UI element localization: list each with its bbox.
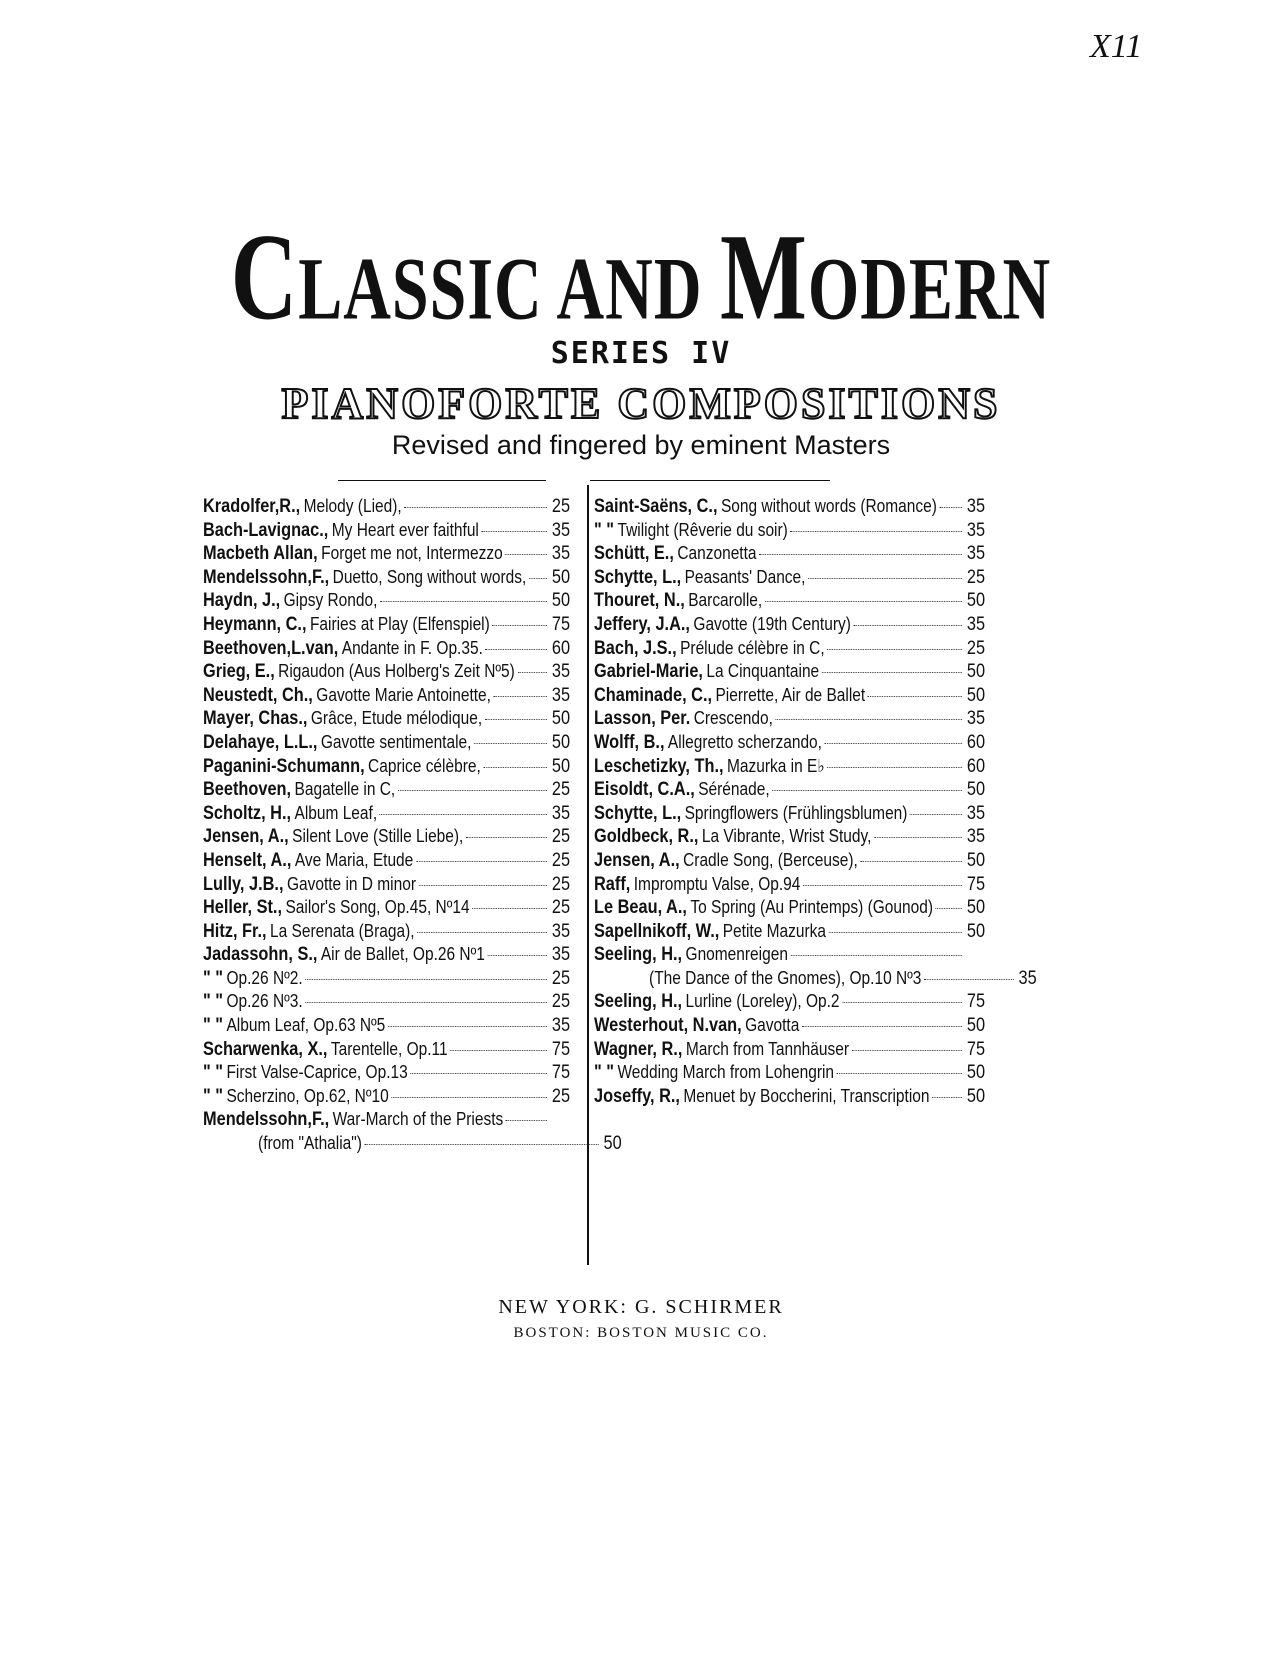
dot-leader: [936, 908, 962, 909]
handwritten-mark: X11: [1090, 28, 1143, 65]
entry-author: Heller, St.,: [203, 897, 283, 919]
entry-work: Rigaudon (Aus Holberg's Zeit Nº5): [278, 661, 515, 682]
entry-work: Gavotta: [745, 1015, 800, 1036]
entry-author: Lasson, Per.: [594, 708, 691, 730]
entry-price: 75: [551, 1062, 571, 1084]
entry-author: Seeling, H.,: [594, 991, 683, 1013]
title-initial: M: [720, 207, 808, 346]
catalog-entry: [594, 590, 985, 614]
entry-author: " ": [203, 1062, 224, 1084]
entry-work: Gnomenreigen: [685, 944, 788, 965]
entry-author: Gabriel-Marie,: [594, 661, 703, 683]
dot-leader: [529, 578, 547, 579]
entry-price: 25: [551, 967, 571, 989]
entry-price: 25: [966, 566, 986, 588]
dot-leader: [481, 531, 546, 532]
catalog-entry: [594, 803, 985, 827]
entry-author: Wolff, B.,: [594, 731, 665, 753]
entry-author: Lully, J.B.,: [203, 873, 284, 895]
entry-price: 35: [551, 543, 571, 565]
entry-work: Menuet by Boccherini, Transcription: [683, 1085, 930, 1106]
dot-leader: [474, 743, 547, 744]
entry-price: 50: [551, 731, 571, 753]
catalog-entry: [203, 968, 570, 992]
entry-author: Seeling, H.,: [594, 944, 683, 966]
entry-work: Peasants' Dance,: [684, 566, 806, 587]
entry-work: Cradle Song, (Berceuse),: [683, 849, 858, 870]
entry-author: Haydn, J.,: [203, 590, 281, 612]
entry-author: " ": [203, 1085, 224, 1107]
entry-price: 25: [551, 849, 571, 871]
entry-author: " ": [203, 991, 224, 1013]
entry-price: 75: [551, 613, 571, 635]
entry-price: 35: [966, 519, 986, 541]
dot-leader: [485, 719, 547, 720]
catalog-entry: [203, 520, 570, 544]
catalog-entry: [594, 968, 1037, 992]
dot-leader: [765, 601, 962, 602]
entry-author: Schütt, E.,: [594, 543, 674, 565]
dot-leader: [398, 790, 547, 791]
entry-work: War-March of the Priests: [332, 1109, 504, 1130]
dot-leader: [868, 696, 962, 697]
dot-leader: [790, 531, 961, 532]
dot-leader: [924, 979, 1013, 980]
entry-work: Impromptu Valse, Op.94: [633, 873, 801, 894]
entry-author: Joseffy, R.,: [594, 1085, 680, 1107]
catalog-entry: [203, 803, 570, 827]
entry-work: Album Leaf, Op.63 Nº5: [226, 1015, 386, 1036]
entry-author: Bach, J.S.,: [594, 637, 677, 659]
entry-work: Lurline (Loreley), Op.2: [685, 991, 840, 1012]
dot-leader: [853, 625, 961, 626]
entry-price: 25: [551, 779, 571, 801]
tagline: Revised and fingered by eminent Masters: [391, 430, 891, 460]
entry-author: Wagner, R.,: [594, 1038, 683, 1060]
catalog-entry: [203, 874, 570, 898]
entry-work: Springflowers (Frühlingsblumen): [684, 802, 908, 823]
entry-work: Allegretto scherzando,: [667, 731, 822, 752]
catalog-entry: [594, 826, 985, 850]
entry-price: 50: [551, 590, 571, 612]
dot-leader: [388, 1026, 547, 1027]
divider: [590, 480, 830, 481]
dot-leader: [860, 861, 961, 862]
entry-work: Forget me not, Intermezzo: [321, 543, 503, 564]
entry-price: 35: [1018, 967, 1037, 989]
dot-leader: [842, 1002, 962, 1003]
entry-author: Bach-Lavignac.,: [203, 519, 329, 541]
entry-price: 35: [551, 944, 571, 966]
divider: [338, 480, 546, 481]
catalog-entry: [594, 850, 985, 874]
dot-leader: [827, 767, 962, 768]
entry-author: Paganini-Schumann,: [203, 755, 365, 777]
catalog-entry: [594, 874, 985, 898]
entry-price: 35: [966, 543, 986, 565]
entry-author: Jeffery, J.A.,: [594, 613, 690, 635]
catalog-entry: [594, 520, 985, 544]
entry-price: 35: [966, 496, 986, 517]
catalog-entry: [594, 897, 985, 921]
entry-author: Thouret, N.,: [594, 590, 685, 612]
catalog-entry: [594, 1062, 985, 1086]
catalog-entry: [594, 921, 985, 945]
dot-leader: [852, 1050, 962, 1051]
entry-price: 35: [966, 802, 986, 824]
entry-work: Grâce, Etude mélodique,: [310, 708, 483, 729]
dot-leader: [305, 1002, 547, 1003]
catalog-entry: [594, 1039, 985, 1063]
entry-work: Duetto, Song without words,: [332, 566, 527, 587]
entry-price: 25: [551, 873, 571, 895]
catalog-entry: [203, 685, 570, 709]
entry-work: My Heart ever faithful: [331, 519, 479, 540]
dot-leader: [391, 1097, 547, 1098]
catalog-entry: [203, 1062, 570, 1086]
catalog-entry: [203, 614, 570, 638]
entry-price: 50: [966, 920, 986, 942]
dot-leader: [825, 743, 962, 744]
catalog-entry: [594, 708, 985, 732]
entry-author: Jensen, A.,: [594, 849, 680, 871]
catalog-entry: [594, 1086, 985, 1110]
catalog-entry: [203, 638, 570, 662]
catalog-entry: [203, 732, 570, 756]
dot-leader: [932, 1097, 962, 1098]
catalog-entry: [203, 1086, 570, 1110]
entry-price: 50: [966, 684, 986, 706]
entry-author: Schytte, L.,: [594, 802, 682, 824]
catalog-entry: [594, 779, 985, 803]
entry-work: Ave Maria, Etude: [294, 849, 414, 870]
entry-work: First Valse-Caprice, Op.13: [226, 1062, 408, 1083]
entry-author: " ": [203, 1015, 224, 1037]
catalog-entry: [203, 496, 570, 520]
dot-leader: [939, 507, 961, 508]
entry-author: Scharwenka, X.,: [203, 1038, 328, 1060]
dot-leader: [492, 625, 547, 626]
entry-price: 50: [966, 1085, 986, 1107]
entry-work: Gavotte in D minor: [286, 873, 416, 894]
entry-price: 50: [966, 779, 986, 801]
entry-price: 35: [551, 1015, 571, 1037]
entry-work: Song without words (Romance): [720, 496, 937, 516]
entry-price: 50: [966, 849, 986, 871]
entry-price: 25: [966, 637, 986, 659]
entry-author: Beethoven,L.van,: [203, 637, 339, 659]
catalog-entry: [203, 661, 570, 685]
entry-work: To Spring (Au Printemps) (Gounod): [690, 897, 933, 918]
entry-price: 35: [966, 613, 986, 635]
entry-author: Eisoldt, C.A.,: [594, 779, 695, 801]
dot-leader: [506, 1120, 547, 1121]
dot-leader: [380, 601, 547, 602]
entry-author: Mayer, Chas.,: [203, 708, 308, 730]
dot-leader: [910, 814, 962, 815]
entry-work: Prélude célèbre in C,: [680, 637, 825, 658]
catalog-entry: [203, 779, 570, 803]
catalog-entry: [203, 1039, 570, 1063]
catalog-entry: [203, 897, 570, 921]
catalog-entry: [594, 732, 985, 756]
entry-author: Delahaye, L.L.,: [203, 731, 318, 753]
entry-work: Sérénade,: [698, 779, 770, 800]
entry-work: Air de Ballet, Op.26 Nº1: [320, 944, 485, 965]
entry-author: Le Beau, A.,: [594, 897, 687, 919]
entry-author: Neustedt, Ch.,: [203, 684, 313, 706]
catalog-entry: [203, 567, 570, 591]
catalog-entry: [594, 638, 985, 662]
right-catalog-column: [594, 496, 1037, 1109]
catalog-entry: [203, 944, 570, 968]
dot-leader: [419, 885, 547, 886]
entry-price: 35: [551, 920, 571, 942]
dot-leader: [487, 955, 546, 956]
dot-leader: [472, 908, 547, 909]
catalog-entry: [594, 661, 985, 685]
publisher-line: BOSTON: BOSTON MUSIC CO.: [513, 1325, 769, 1341]
entry-author: Grieg, E.,: [203, 661, 275, 683]
dot-leader: [380, 814, 547, 815]
catalog-entry: [594, 543, 985, 567]
entry-author: " ": [203, 967, 224, 989]
entry-work: La Vibrante, Wrist Study,: [701, 826, 872, 847]
catalog-entry: [594, 991, 985, 1015]
entry-work: Silent Love (Stille Liebe),: [292, 826, 464, 847]
dot-leader: [837, 1073, 962, 1074]
entry-work: Barcarolle,: [688, 590, 763, 611]
entry-work: Album Leaf,: [294, 802, 378, 823]
entry-work: Caprice célèbre,: [368, 755, 481, 776]
entry-price: 35: [966, 826, 986, 848]
dot-leader: [874, 837, 962, 838]
dot-leader: [802, 1026, 962, 1027]
catalog-entry: [203, 590, 570, 614]
entry-price: 50: [603, 1133, 622, 1155]
entry-price: 50: [966, 897, 986, 919]
catalog-entry: [203, 826, 570, 850]
entry-author: Chaminade, C.,: [594, 684, 713, 706]
entry-work: Wedding March from Lohengrin: [617, 1062, 835, 1083]
entry-author: Jensen, A.,: [203, 826, 289, 848]
subtitle: PIANOFORTE COMPOSITIONS: [281, 379, 1001, 428]
entry-work: Gipsy Rondo,: [283, 590, 378, 611]
publisher-line: NEW YORK: G. SCHIRMER: [498, 1296, 784, 1318]
dot-leader: [827, 649, 962, 650]
entry-price: 35: [551, 684, 571, 706]
entry-work: Crescendo,: [693, 708, 773, 729]
entry-price: 50: [966, 1062, 986, 1084]
entry-work: Mazurka in E♭: [726, 755, 825, 776]
catalog-entry: [203, 991, 570, 1015]
entry-work: Op.26 Nº2.: [226, 967, 303, 988]
catalog-entry: [203, 708, 570, 732]
entry-author: Westerhout, N.van,: [594, 1015, 742, 1037]
entry-author: Mendelssohn,F.,: [203, 566, 330, 588]
entry-work: Melody (Lied),: [303, 496, 402, 516]
entry-price: 25: [551, 496, 571, 517]
entry-price: 75: [966, 873, 986, 895]
entry-author: " ": [594, 519, 615, 541]
entry-work: Petite Mazurka: [722, 920, 826, 941]
entry-author: Hitz, Fr.,: [203, 920, 267, 942]
entry-author: Leschetizky, Th.,: [594, 755, 724, 777]
entry-work: Tarentelle, Op.11: [330, 1038, 448, 1059]
entry-work: Twilight (Rêverie du soir): [617, 519, 788, 540]
entry-price: 35: [551, 519, 571, 541]
dot-leader: [808, 578, 962, 579]
catalog-entry: [203, 543, 570, 567]
page-title: [0, 205, 1282, 348]
entry-work: Gavotte Marie Antoinette,: [316, 684, 491, 705]
entry-author: Macbeth Allan,: [203, 543, 318, 565]
entry-price: 25: [551, 991, 571, 1013]
catalog-entry: [203, 1015, 570, 1039]
dot-leader: [416, 861, 547, 862]
dot-leader: [466, 837, 547, 838]
entry-price: 50: [966, 590, 986, 612]
catalog-entry: [203, 1109, 570, 1133]
series-label: SERIES IV: [550, 336, 732, 371]
entry-work: Op.26 Nº3.: [226, 991, 303, 1012]
entry-price: 50: [551, 566, 571, 588]
entry-price: 60: [551, 637, 571, 659]
entry-author: Raff,: [594, 873, 631, 895]
dot-leader: [772, 790, 962, 791]
entry-author: Jadassohn, S.,: [203, 944, 318, 966]
catalog-entry: [594, 1015, 985, 1039]
dot-leader: [759, 554, 962, 555]
dot-leader: [829, 932, 962, 933]
entry-work: La Serenata (Braga),: [269, 920, 415, 941]
entry-author: " ": [594, 1062, 615, 1084]
entry-work: Sailor's Song, Op.45, Nº14: [285, 897, 470, 918]
entry-price: 50: [966, 661, 986, 683]
entry-price: 75: [966, 1038, 986, 1060]
entry-author: Heymann, C.,: [203, 613, 307, 635]
entry-work: Gavotte sentimentale,: [320, 731, 472, 752]
catalog-entry: [203, 1133, 622, 1157]
entry-work: Canzonetta: [677, 543, 757, 564]
title-initial: C: [230, 207, 299, 346]
dot-leader: [483, 767, 547, 768]
entry-price: 60: [966, 731, 986, 753]
dot-leader: [494, 696, 547, 697]
entry-price: 35: [551, 661, 571, 683]
entry-work: Andante in F. Op.35.: [341, 637, 483, 658]
catalog-entry: [203, 921, 570, 945]
entry-price: 50: [551, 708, 571, 730]
entry-author: Sapellnikoff, W.,: [594, 920, 720, 942]
title-part: ODERN: [807, 240, 1052, 339]
entry-author: Saint-Saëns, C.,: [594, 496, 718, 517]
dot-leader: [404, 507, 547, 508]
entry-work: Gavotte (19th Century): [693, 613, 851, 634]
entry-price: 50: [551, 755, 571, 777]
dot-leader: [485, 649, 546, 650]
dot-leader: [417, 932, 547, 933]
catalog-entry: [594, 685, 985, 709]
entry-price: 25: [551, 897, 571, 919]
entry-author: Mendelssohn,F.,: [203, 1109, 330, 1131]
entry-price: 35: [966, 708, 986, 730]
entry-price: 75: [966, 991, 986, 1013]
dot-leader: [505, 554, 547, 555]
dot-leader: [450, 1050, 547, 1051]
entry-author: Goldbeck, R.,: [594, 826, 699, 848]
entry-work: March from Tannhäuser: [685, 1038, 850, 1059]
entry-price: 75: [551, 1038, 571, 1060]
dot-leader: [822, 672, 962, 673]
dot-leader: [803, 885, 962, 886]
entry-work: La Cinquantaine: [706, 661, 820, 682]
entry-work: Bagatelle in C,: [294, 779, 396, 800]
entry-work: Pierrette, Air de Ballet: [715, 684, 866, 705]
catalog-entry: [203, 756, 570, 780]
entry-price: 50: [966, 1015, 986, 1037]
entry-work: Fairies at Play (Elfenspiel): [309, 613, 490, 634]
dot-leader: [305, 979, 547, 980]
entry-author: Scholtz, H.,: [203, 802, 292, 824]
catalog-entry: [203, 850, 570, 874]
catalog-entry: [594, 496, 985, 520]
entry-author: Henselt, A.,: [203, 849, 292, 871]
entry-work: Scherzino, Op.62, Nº10: [226, 1085, 389, 1106]
dot-leader: [365, 1144, 599, 1145]
dot-leader: [775, 719, 961, 720]
catalog-entry: [594, 756, 985, 780]
dot-leader: [410, 1073, 547, 1074]
catalog-entry: [594, 567, 985, 591]
title-part: LASSIC AND: [298, 240, 721, 339]
entry-price: 25: [551, 1085, 571, 1107]
entry-price: 35: [551, 802, 571, 824]
entry-author: Schytte, L.,: [594, 566, 682, 588]
entry-author: Kradolfer,R.,: [203, 496, 301, 517]
entry-work: (The Dance of the Gnomes), Op.10 Nº3: [649, 967, 922, 988]
catalog-entry: [594, 944, 985, 968]
entry-price: 60: [966, 755, 986, 777]
dot-leader: [791, 955, 962, 956]
entry-work: (from "Athalia"): [258, 1133, 362, 1154]
entry-price: 25: [551, 826, 571, 848]
entry-author: Beethoven,: [203, 779, 292, 801]
catalog-entry: [594, 614, 985, 638]
dot-leader: [517, 672, 547, 673]
